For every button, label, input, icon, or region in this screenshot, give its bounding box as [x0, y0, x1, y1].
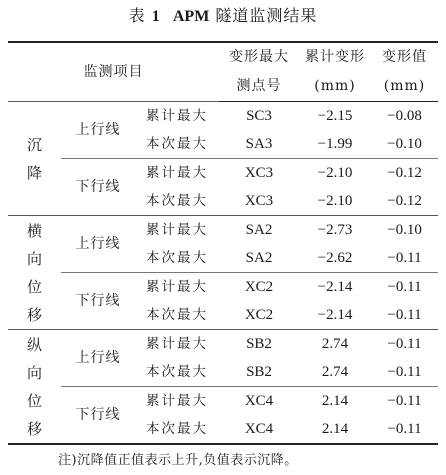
- cumulative-deformation-cell: −2.73: [299, 216, 371, 245]
- table-row: [8, 387, 438, 416]
- metric-cell: 累计最大: [135, 330, 219, 359]
- line-name-cell: 下行线: [61, 159, 135, 216]
- point-code-cell: SA2: [219, 216, 299, 245]
- metric-cell: 本次最大: [146, 136, 208, 152]
- table-caption: [0, 4, 446, 29]
- deformation-value-cell: −0.08: [371, 102, 438, 131]
- metric-cell: 累计最大: [135, 102, 219, 131]
- line-name-cell: 上行线: [61, 102, 135, 159]
- category-char: 移: [26, 305, 42, 324]
- category-char: 纵: [26, 335, 42, 354]
- metric-cell: 本次最大: [146, 250, 208, 266]
- monitoring-results-table: [8, 41, 438, 445]
- caption-number: 1: [151, 8, 161, 25]
- table-row: [8, 102, 438, 131]
- header-value-unit: (mm): [371, 72, 438, 102]
- cumulative-deformation-cell: 2.74: [299, 330, 371, 359]
- deformation-value-cell: −0.11: [387, 364, 422, 380]
- deformation-value-cell: −0.12: [371, 159, 438, 188]
- deformation-value-cell: −0.11: [371, 273, 438, 302]
- line-name-cell: 下行线: [61, 387, 135, 445]
- metric-cell: 本次最大: [146, 364, 208, 380]
- deformation-value-cell: −0.10: [387, 136, 422, 152]
- deformation-value-cell: −0.11: [387, 307, 422, 323]
- category-cell: [8, 102, 61, 216]
- header-monitoring-item: 监测项目: [8, 42, 219, 102]
- metric-cell: 累计最大: [135, 387, 219, 416]
- caption-title-cn: 隧道监测结果: [215, 6, 318, 25]
- deformation-value-cell: −0.10: [371, 216, 438, 245]
- deformation-value-cell: −0.12: [387, 193, 422, 209]
- category-cell: [8, 330, 61, 445]
- table-body: [8, 102, 438, 445]
- header-max-point-line2: 测点号: [219, 72, 299, 102]
- category-char: 位: [26, 391, 42, 410]
- deformation-value-cell: −0.11: [371, 330, 438, 359]
- category-char: 沉: [26, 135, 42, 154]
- metric-cell: 累计最大: [135, 216, 219, 245]
- point-code-cell: XC3: [244, 193, 274, 209]
- header-value-line1: 变形值: [371, 42, 438, 72]
- table-footnote: 注)沉降值正值表示上升,负值表示沉降。: [58, 453, 298, 468]
- table-row: [8, 159, 438, 188]
- cumulative-deformation-cell: −2.10: [317, 193, 353, 209]
- cumulative-deformation-cell: −2.14: [299, 273, 371, 302]
- deformation-value-cell: −0.11: [371, 415, 438, 444]
- category-char: 向: [26, 363, 42, 382]
- header-cumulative-unit: (mm): [299, 72, 371, 102]
- header-max-point-line1: 变形最大: [219, 42, 299, 72]
- category-char: 移: [26, 419, 42, 438]
- cumulative-deformation-cell: 2.14: [299, 387, 371, 416]
- point-code-cell: XC4: [219, 415, 299, 444]
- cumulative-deformation-cell: −1.99: [317, 136, 353, 152]
- point-code-cell: XC3: [219, 159, 299, 188]
- category-char: 位: [26, 277, 42, 296]
- cumulative-deformation-cell: 2.74: [321, 364, 349, 380]
- metric-cell: 本次最大: [146, 193, 208, 209]
- cumulative-deformation-cell: 2.14: [299, 415, 371, 444]
- point-code-cell: SB2: [246, 364, 272, 380]
- metric-cell: 累计最大: [135, 273, 219, 302]
- metric-cell: 本次最大: [146, 307, 208, 323]
- category-cell: [8, 216, 61, 330]
- cumulative-deformation-cell: −2.15: [299, 102, 371, 131]
- table-row: [8, 273, 438, 302]
- table-row: [8, 330, 438, 359]
- caption-title-latin: APM: [172, 8, 210, 25]
- deformation-value-cell: −0.11: [387, 250, 422, 266]
- category-char: 降: [26, 163, 42, 182]
- point-code-cell: SA2: [245, 250, 273, 266]
- point-code-cell: SB2: [219, 330, 299, 359]
- cumulative-deformation-cell: −2.10: [299, 159, 371, 188]
- point-code-cell: XC2: [244, 307, 274, 323]
- point-code-cell: XC4: [219, 387, 299, 416]
- line-name-cell: 上行线: [61, 330, 135, 387]
- point-code-cell: SA3: [245, 136, 273, 152]
- header-cumulative-line1: 累计变形: [299, 42, 371, 72]
- caption-prefix: 表: [128, 6, 146, 25]
- point-code-cell: XC2: [219, 273, 299, 302]
- category-char: 向: [26, 249, 42, 268]
- line-name-cell: 上行线: [61, 216, 135, 273]
- metric-cell: 累计最大: [135, 159, 219, 188]
- category-char: 横: [26, 221, 42, 240]
- metric-cell: 本次最大: [135, 415, 219, 444]
- deformation-value-cell: −0.11: [371, 387, 438, 416]
- table-row: [8, 216, 438, 245]
- point-code-cell: SC3: [219, 102, 299, 131]
- line-name-cell: 下行线: [61, 273, 135, 330]
- cumulative-deformation-cell: −2.62: [317, 250, 353, 266]
- cumulative-deformation-cell: −2.14: [317, 307, 353, 323]
